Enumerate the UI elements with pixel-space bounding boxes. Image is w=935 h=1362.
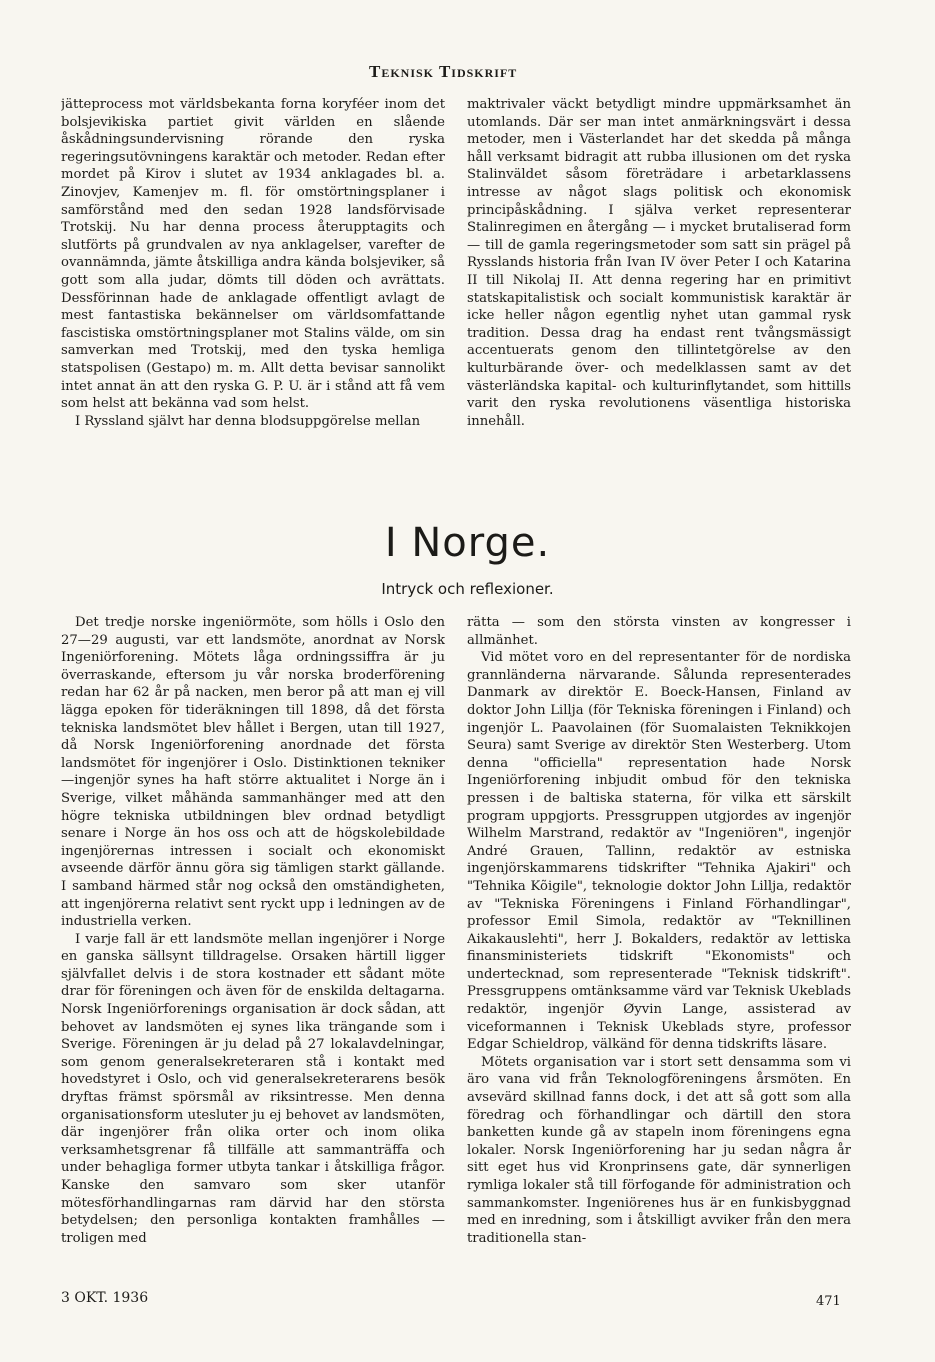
- issue-date: 3 OKT. 1936: [61, 1290, 149, 1306]
- paragraph: jätteprocess mot världsbekanta forna koryféer inom det bolsjevikiska partiet givit världen en slående åskådningsundervisning rörande den ryska regeringsutövningens karaktär och metoder. Redan efter mordet på Kirov i slutet av 1934 anklagades bl. a. Zinovjev, Kamenjev m. fl. för omstörtningsplaner i samförstånd med den sedan 1928 landsförvisade Trotskij. Nu har denna process återupptagits och slutförts på grundvalen av nya anklagelser, varefter de ovannämnda, jämte åtskilliga andra kända bolsjeviker, så gott som alla judar, dömts till döden och avrättats. Dessförinnan hade de anklagade offentligt avlagt de mest fantastiska bekännelser om världsomfattande fascistiska omstörtningsplaner mot Stalins välde, om sin samverkan med Trotskij, med den tyska hemliga statspolisen (Gestapo) m. m. Allt detta bevisar sannolikt intet annat än att den ryska G. P. U. är i stånd att få vem som helst att bekänna vad som helst.: [61, 97, 445, 412]
- top-article-right-column: [467, 96, 851, 456]
- paragraph: Mötets organisation var i stort sett densamma som vi äro vana vid från Teknologföreningens årsmöten. En avsevärd skillnad fanns dock, i det att så gott som alla föredrag och förhandlingar och därtill den stora banketten kunde gå av stapeln inom föreningens egna lokaler. Norsk Ingeniörforening har ju sedan några år sitt eget hus vid Kronprinsens gate, där synnerligen rymliga lokaler stå till förfogande för administration och sammankomster. Ingeniörenes hus är en funkisbyggnad med en inredning, som i åtskilligt avviker från den mera traditionella stan-: [467, 1054, 851, 1246]
- article-right-column: [467, 614, 851, 1276]
- journal-header: Teknisk Tidskrift: [369, 62, 518, 81]
- paragraph: maktrivaler väckt betydligt mindre uppmärksamhet än utomlands. Där ser man intet anmärkningsvärt i dessa metoder, men i Västerlandet har det skedda på många håll verksamt bidragit att rubba illusionen om det ryska Stalinväldet såsom företrädare i arbetarklassens intresse av något slags politisk och ekonomisk principåskådning. I själva verket representerar Stalinregimen en återgång — i mycket brutaliserad form — till de gamla regeringsmetoder som satt sin prägel på Rysslands historia från Ivan IV över Peter I och Katarina II till Nikolaj II. Att denna regering har en primitivt statskapitalistisk och socialt kommunistisk karaktär är icke heller någon egentlig nyhet utan gammal rysk tradition. Dessa drag ha endast rent tvångsmässigt accentuerats genom den tillintetgörelse av den kulturbärande över- och medelklassen samt av det västerländska kapital- och kulturinflytandet, som hittills varit den ryska revolutionens väsentliga historiska innehåll.: [467, 97, 851, 429]
- article-subtitle: Intryck och reflexioner.: [381, 580, 554, 598]
- page-number: 471: [816, 1294, 841, 1309]
- article-left-column: [61, 614, 445, 1276]
- top-article-left-column: [61, 96, 445, 456]
- article-title: I Norge.: [384, 520, 551, 566]
- paragraph: Vid mötet voro en del representanter för de nordiska grannländerna närvarande. Sålunda representerades Danmark av direktör E. Boeck-Hansen, Finland av doktor John Lillja (för Tekniska föreningen i Finland) och ingenjör L. Paavolainen (för Suomalaisten Teknikkojen Seura) samt Sverige av direktör Sten Westerberg. Utom denna "officiella" representation hade Norsk Ingeniörforening inbjudit ombud för den tekniska pressen i de baltiska staterna, för vilka ett särskilt program uppgjorts. Pressgruppen utgjordes av ingenjör Wilhelm Marstrand, redaktör av "Ingeniören", ingenjör André Grauen, Tallinn, redaktör av estniska ingenjörskammarens tidskrifter "Tehnika Ajakiri" och "Tehnika Kõigile", teknologie doktor John Lillja, redaktör av "Tekniska Föreningens i Finland Förhandlingar", professor Emil Simola, redaktör av "Teknillinen Aikakauslehti", herr J. Bokalders, redaktör av lettiska finansministeriets tidskrift "Ekonomists" och undertecknad, som representerade "Teknisk tidskrift". Pressgruppens omtänksamme värd var Teknisk Ukeblads redaktör, ingenjör Øyvin Lange, assisterad av viceformannen i Teknisk Ukeblads styre, professor Edgar Schieldrop, välkänd för denna tidskrifts läsare.: [467, 650, 851, 1053]
- paragraph: I varje fall är ett landsmöte mellan ingenjörer i Norge en ganska sällsynt tilldragelse. Orsaken härtill ligger självfallet delvis i de stora kostnader ett sådant möte drar för föreningen och även för de enskilda deltagarna. Norsk Ingeniörforenings organisation är dock sådan, att behovet av landsmöten ej synes lika trängande som i Sverige. Föreningen är ju delad på 27 lokalavdelningar, som genom generalsekreteraren stå i kontakt med hovedstyret i Oslo, och vid generalsekreterarens besök dryftas främst spörsmål av riksintresse. Men denna organisationsform utesluter ju ej behovet av landsmöten, där ingenjörer från olika orter och inom olika verksamhetsgrenar få tillfälle att sammanträffa och under behagliga former utbyta tankar i åtskilliga frågor. Kanske den samvaro som sker utanför mötesförhandlingarnas ram därvid har den största betydelsen; den personliga kontakten framhålles — troligen med: [61, 931, 445, 1246]
- paragraph: Det tredje norske ingeniörmöte, som hölls i Oslo den 27—29 augusti, var ett landsmöte, anordnat av Norsk Ingeniörforening. Mötets låga ordningssiffra är ju överraskande, eftersom ju vår norska broderförening redan har 62 år på nacken, men beror på att man ej vill lägga epoken för tideräkningen till 1898, då det första tekniska landsmötet blev hållet i Bergen, utan till 1927, då Norsk Ingeniörforening anordnade det första landsmötet för ingenjörer i Oslo. Distinktionen tekniker—ingenjör synes ha haft större aktualitet i Norge än i Sverige, vilket måhända sammanhänger med att den högre tekniska utbildningen blev ordnad betydligt senare i Norge än hos oss och att de högskolebildade ingenjörernas intressen i socialt och ekonomiskt avseende därför ännu göra sig tämligen starkt gällande. I samband härmed står nog också den omständigheten, att ingenjörerna relativt sent ryckt upp i ledningen av de industriella verken.: [61, 615, 445, 930]
- paragraph: rätta — som den största vinsten av kongresser i allmänhet.: [467, 615, 851, 648]
- paragraph: I Ryssland självt har denna blodsuppgörelse mellan: [75, 413, 421, 429]
